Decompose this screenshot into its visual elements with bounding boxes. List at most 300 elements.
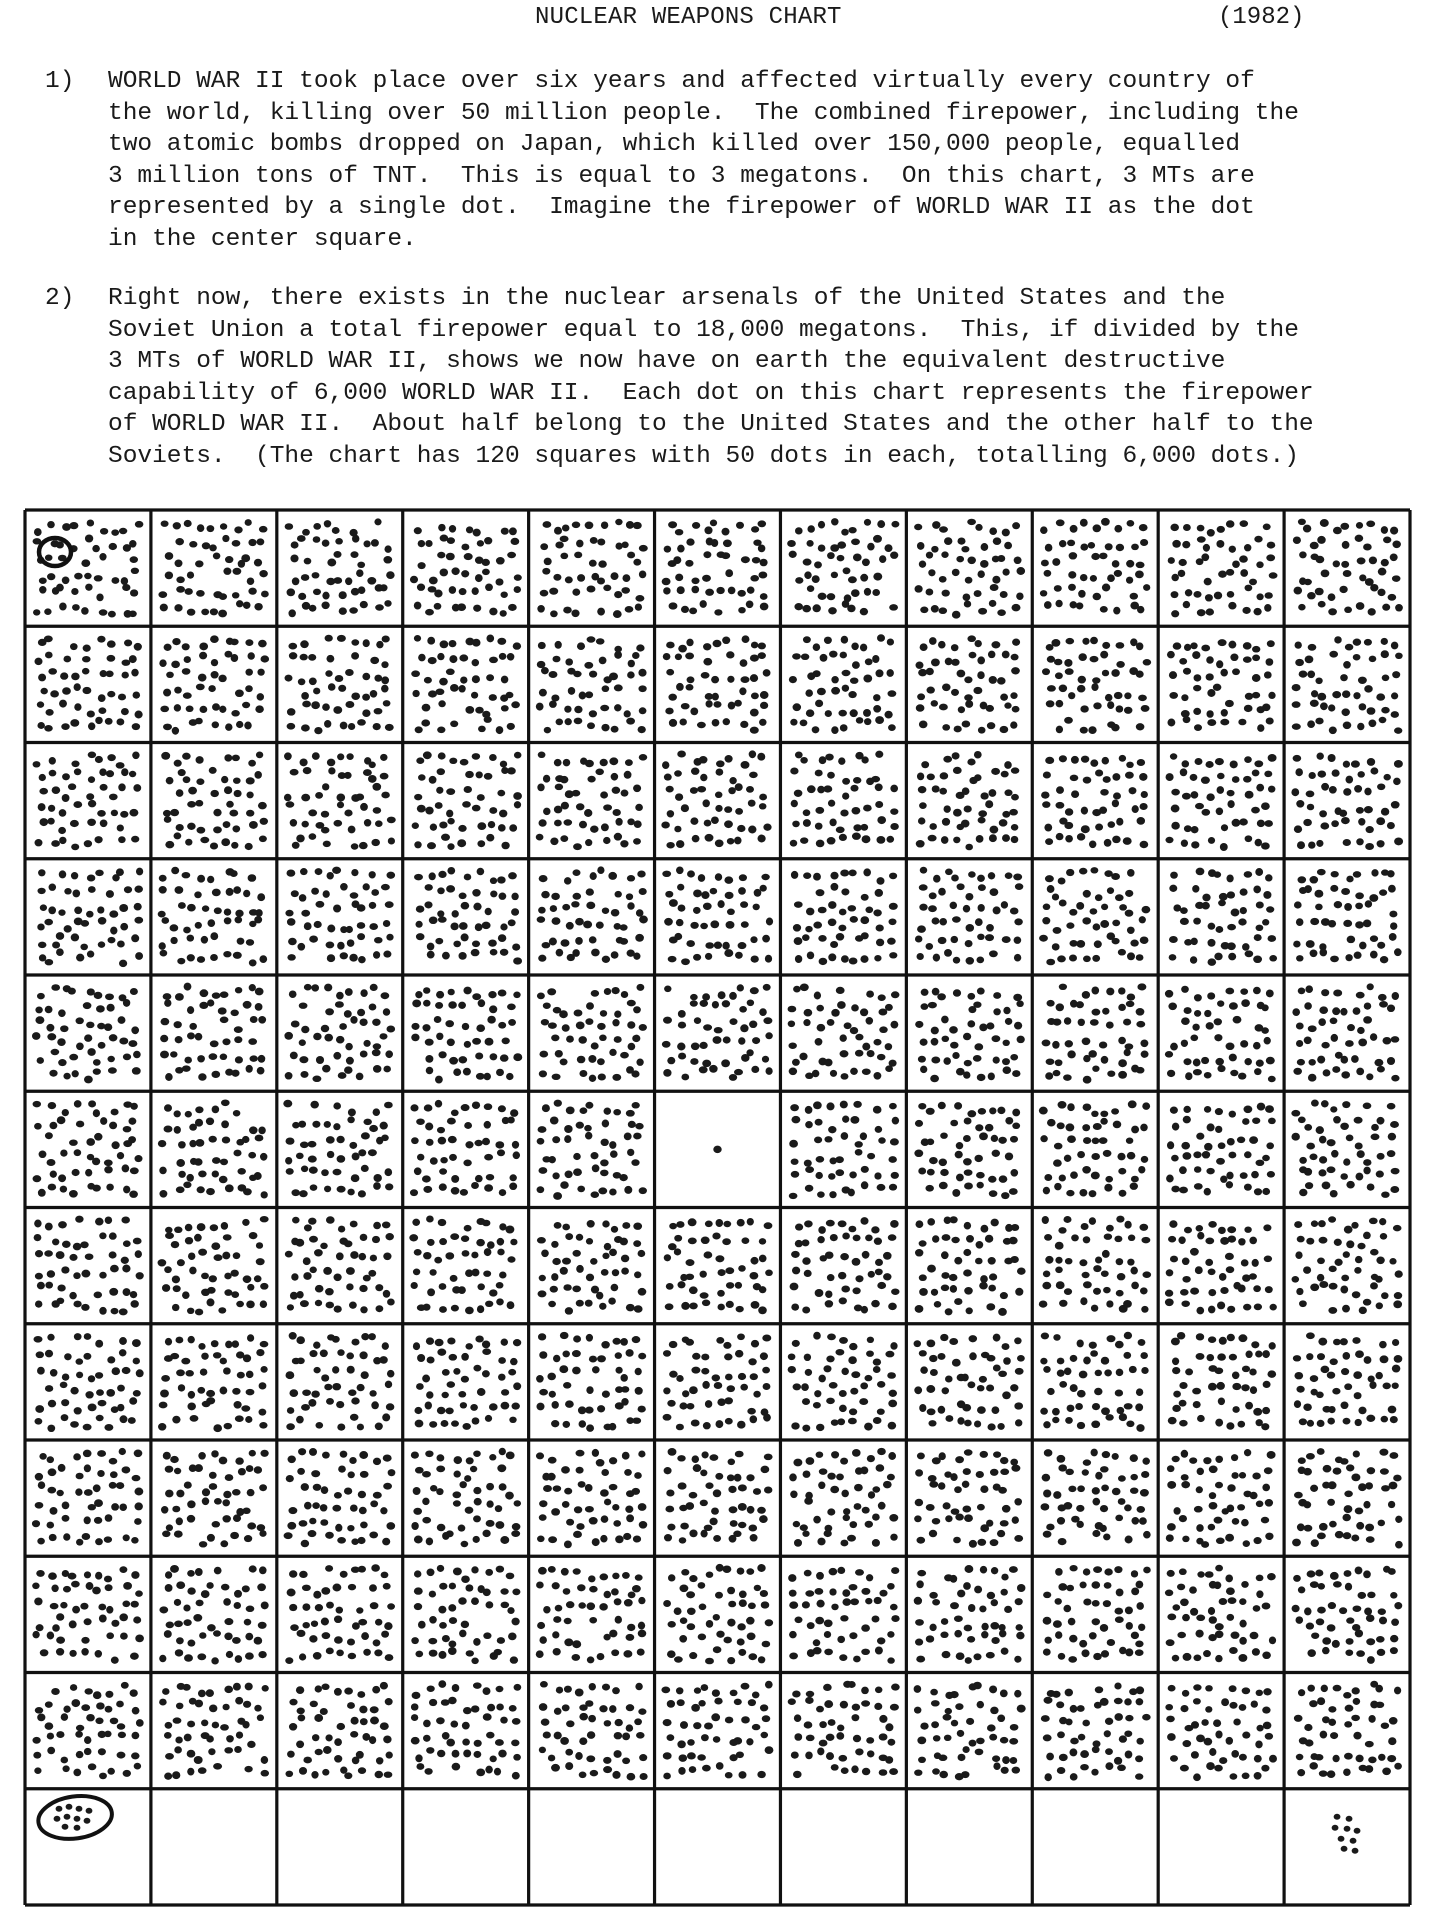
chart-dot xyxy=(508,604,517,611)
chart-dot xyxy=(1167,1465,1175,1472)
chart-dot xyxy=(120,1415,128,1423)
chart-dot xyxy=(976,1241,984,1249)
chart-dot xyxy=(461,1541,469,1547)
chart-dot xyxy=(574,706,582,714)
chart-dot xyxy=(1208,958,1217,966)
chart-dot xyxy=(1131,1517,1139,1525)
chart-dot xyxy=(1334,1239,1342,1246)
chart-dot xyxy=(382,1538,390,1546)
chart-dot xyxy=(458,952,466,960)
chart-dot xyxy=(451,567,459,575)
chart-dot xyxy=(966,1235,974,1243)
chart-dot xyxy=(105,1216,113,1223)
chart-dot xyxy=(84,840,92,847)
chart-dot xyxy=(562,1258,571,1265)
chart-dot xyxy=(376,641,383,649)
chart-dot xyxy=(1311,690,1318,697)
chart-dot xyxy=(701,672,710,679)
chart-dot xyxy=(346,1283,353,1290)
chart-dot xyxy=(495,1141,504,1148)
chart-dot xyxy=(591,990,599,997)
chart-dot xyxy=(1117,1273,1126,1280)
chart-dot xyxy=(746,600,754,608)
chart-dot xyxy=(1167,651,1175,658)
chart-dot xyxy=(931,605,939,613)
chart-dot xyxy=(176,824,184,831)
chart-dot xyxy=(601,1341,610,1349)
chart-dot xyxy=(188,1252,195,1259)
chart-dot xyxy=(1099,1137,1108,1144)
chart-dot xyxy=(919,1404,926,1412)
chart-dot xyxy=(600,705,609,711)
chart-dot xyxy=(471,1182,479,1189)
chart-dot xyxy=(699,1042,707,1049)
chart-dot xyxy=(238,1468,246,1475)
chart-dot xyxy=(161,1018,170,1025)
chart-dot xyxy=(602,1391,610,1398)
chart-dot xyxy=(385,1183,393,1190)
chart-dot xyxy=(666,1489,674,1496)
chart-dot xyxy=(200,1368,208,1375)
chart-dot xyxy=(685,1502,694,1510)
chart-dot xyxy=(473,903,481,911)
chart-dot xyxy=(189,541,197,548)
chart-dot xyxy=(322,1452,330,1459)
chart-dot xyxy=(375,1423,383,1431)
chart-dot xyxy=(863,675,872,683)
chart-dot xyxy=(1104,1184,1112,1192)
chart-dot xyxy=(989,1273,997,1280)
chart-dot xyxy=(929,823,937,830)
chart-dot xyxy=(627,1021,635,1028)
chart-dot xyxy=(472,587,479,595)
chart-dot xyxy=(750,575,759,581)
chart-dot xyxy=(1014,954,1021,962)
chart-dot xyxy=(449,586,456,594)
paragraph-line: Right now, there exists in the nuclear arsenals of the United States and the xyxy=(108,285,1226,312)
chart-dot xyxy=(1106,1225,1114,1232)
chart-dot xyxy=(1190,774,1198,781)
chart-dot xyxy=(1082,1469,1089,1475)
chart-dot xyxy=(1140,1287,1148,1294)
chart-dot xyxy=(977,1504,985,1511)
chart-dot xyxy=(539,1514,547,1521)
chart-dot xyxy=(1387,1005,1395,1013)
chart-dot xyxy=(1056,1003,1064,1011)
chart-dot xyxy=(850,677,858,683)
chart-dot xyxy=(170,1456,179,1463)
chart-dot xyxy=(1329,1521,1337,1528)
chart-dot xyxy=(1130,593,1138,600)
dot-square xyxy=(663,1333,772,1430)
chart-dot xyxy=(1183,1058,1191,1065)
chart-dot xyxy=(621,541,628,548)
chart-dot xyxy=(96,594,103,602)
chart-dot xyxy=(1104,839,1112,847)
chart-dot xyxy=(1083,1459,1091,1465)
chart-dot xyxy=(187,801,196,808)
chart-dot xyxy=(997,1423,1004,1430)
chart-dot xyxy=(920,607,928,614)
chart-dot xyxy=(795,955,802,963)
chart-dot xyxy=(733,1531,741,1537)
chart-dot xyxy=(875,751,883,758)
chart-dot xyxy=(386,1522,395,1530)
chart-dot xyxy=(1363,1159,1371,1166)
chart-dot xyxy=(1353,1451,1360,1458)
chart-dot xyxy=(1262,1484,1270,1492)
chart-dot xyxy=(872,655,879,663)
chart-dot xyxy=(600,1535,607,1543)
chart-dot xyxy=(1256,925,1264,931)
chart-dot xyxy=(372,783,381,791)
chart-dot xyxy=(208,685,216,692)
chart-dot xyxy=(766,1067,773,1075)
chart-dot xyxy=(1365,900,1372,907)
chart-dot xyxy=(717,900,724,908)
chart-dot xyxy=(300,1300,309,1307)
chart-dot xyxy=(1204,578,1212,586)
chart-dot xyxy=(234,1026,243,1033)
chart-dot xyxy=(164,816,172,823)
chart-dot xyxy=(178,902,186,909)
chart-dot xyxy=(32,1032,40,1040)
chart-dot xyxy=(426,1215,434,1222)
chart-dot xyxy=(207,876,214,883)
chart-dot xyxy=(1066,1123,1075,1131)
chart-dot xyxy=(1065,835,1073,843)
chart-dot xyxy=(571,901,579,907)
chart-dot xyxy=(586,1386,593,1394)
dot-square xyxy=(159,635,269,734)
chart-dot xyxy=(248,539,256,546)
dot-square xyxy=(37,868,143,968)
chart-dot xyxy=(689,1302,698,1309)
chart-dot xyxy=(705,1482,713,1489)
chart-dot xyxy=(828,953,836,961)
chart-dot xyxy=(1058,1538,1067,1545)
chart-dot xyxy=(1376,693,1385,700)
chart-dot xyxy=(817,1538,825,1546)
chart-dot xyxy=(350,1504,358,1511)
chart-dot xyxy=(136,1369,144,1377)
chart-dot xyxy=(1346,1135,1354,1142)
chart-dot xyxy=(1387,822,1395,829)
chart-dot xyxy=(737,1421,745,1429)
chart-dot xyxy=(938,641,946,649)
chart-dot xyxy=(1238,719,1246,726)
chart-dot xyxy=(338,685,346,692)
chart-dot xyxy=(484,1154,493,1161)
chart-dot xyxy=(1376,817,1385,825)
chart-dot xyxy=(541,1019,549,1025)
chart-dot xyxy=(855,1034,863,1041)
chart-dot xyxy=(953,957,960,964)
chart-dot xyxy=(1107,1070,1115,1076)
chart-dot xyxy=(373,951,380,959)
chart-dot xyxy=(633,559,641,566)
chart-dot xyxy=(867,1455,875,1462)
chart-dot xyxy=(351,652,359,659)
chart-dot xyxy=(1107,701,1114,709)
chart-dot xyxy=(1171,610,1179,617)
dot-square xyxy=(536,1332,646,1432)
chart-dot xyxy=(985,1235,993,1243)
chart-dot xyxy=(163,724,172,731)
chart-dot xyxy=(417,1154,424,1161)
chart-dot xyxy=(705,942,714,949)
chart-dot xyxy=(917,953,924,960)
chart-dot xyxy=(438,1051,446,1058)
chart-dot xyxy=(349,1302,357,1309)
chart-dot xyxy=(123,1240,131,1247)
chart-dot xyxy=(121,1216,130,1223)
chart-dot xyxy=(590,1258,597,1265)
chart-dot xyxy=(473,1536,480,1543)
chart-dot xyxy=(555,542,563,549)
chart-dot xyxy=(292,1358,300,1365)
chart-dot xyxy=(828,918,837,926)
chart-dot xyxy=(498,1022,506,1029)
chart-dot xyxy=(182,872,191,878)
chart-dot xyxy=(260,818,268,825)
chart-dot xyxy=(1254,1537,1262,1544)
chart-dot xyxy=(1205,594,1213,601)
chart-dot xyxy=(359,1507,367,1515)
paragraph-number: 2) xyxy=(45,285,75,312)
chart-dot xyxy=(682,1336,690,1343)
chart-dot xyxy=(1395,653,1403,659)
chart-dot xyxy=(246,1301,255,1309)
chart-dot xyxy=(1117,1153,1125,1161)
chart-dot xyxy=(804,1160,812,1167)
chart-dot xyxy=(246,810,254,817)
chart-dot xyxy=(1102,1451,1110,1458)
chart-dot xyxy=(50,1507,58,1515)
chart-dot xyxy=(105,1514,113,1522)
chart-dot xyxy=(1394,760,1403,768)
chart-dot xyxy=(636,1059,643,1066)
chart-dot xyxy=(1266,1142,1274,1149)
chart-dot xyxy=(1204,1143,1212,1151)
chart-dot xyxy=(1343,721,1352,729)
chart-dot xyxy=(667,1057,675,1064)
chart-dot xyxy=(571,609,579,617)
chart-dot xyxy=(1105,543,1113,550)
chart-dot xyxy=(865,907,873,914)
chart-dot xyxy=(187,1500,195,1508)
chart-dot xyxy=(989,834,997,842)
chart-dot xyxy=(1093,1288,1101,1295)
chart-dot xyxy=(415,1467,424,1474)
chart-dot xyxy=(758,642,766,649)
chart-dot xyxy=(861,756,868,763)
chart-dot xyxy=(841,1073,849,1080)
chart-dot xyxy=(199,642,208,650)
chart-dot xyxy=(851,643,858,651)
chart-dot xyxy=(1135,571,1144,579)
chart-dot xyxy=(190,1158,197,1165)
chart-dot xyxy=(336,1036,345,1044)
chart-dot xyxy=(1253,1042,1261,1050)
chart-dot xyxy=(543,1002,551,1009)
chart-dot xyxy=(1183,601,1190,608)
chart-dot xyxy=(579,1420,587,1427)
chart-dot xyxy=(1226,1172,1233,1180)
chart-dot xyxy=(1057,955,1066,962)
chart-dot xyxy=(198,674,207,682)
chart-dot xyxy=(475,923,483,931)
chart-dot xyxy=(919,884,928,891)
chart-dot xyxy=(738,942,747,949)
chart-dot xyxy=(536,1375,544,1383)
chart-dot xyxy=(543,808,550,815)
chart-dot xyxy=(88,1404,97,1412)
chart-dot xyxy=(415,726,423,733)
chart-dot xyxy=(58,1221,67,1228)
chart-dot xyxy=(214,1498,222,1505)
chart-dot xyxy=(1001,771,1009,778)
chart-dot xyxy=(1267,1370,1276,1377)
chart-dot xyxy=(961,820,970,828)
chart-dot xyxy=(286,1475,294,1482)
chart-dot xyxy=(435,1100,442,1108)
chart-dot xyxy=(847,1535,856,1542)
chart-dot xyxy=(1069,909,1077,916)
chart-dot xyxy=(750,654,759,661)
chart-dot xyxy=(360,1306,367,1313)
chart-dot xyxy=(915,1305,924,1313)
chart-dot xyxy=(836,987,845,994)
chart-dot xyxy=(938,1482,945,1489)
chart-dot xyxy=(701,1354,709,1361)
chart-dot xyxy=(830,872,838,880)
chart-dot xyxy=(1299,1300,1307,1307)
chart-dot xyxy=(326,1216,335,1223)
chart-dot xyxy=(1244,1449,1251,1456)
chart-dot xyxy=(1047,1000,1055,1007)
chart-dot xyxy=(1269,1342,1276,1349)
chart-dot xyxy=(871,1226,879,1233)
chart-dot xyxy=(766,918,773,926)
chart-dot xyxy=(161,1375,170,1382)
chart-dot xyxy=(1209,1465,1218,1473)
chart-dot xyxy=(633,1240,641,1247)
chart-dot xyxy=(1317,753,1324,760)
chart-dot xyxy=(1082,638,1089,645)
chart-dot xyxy=(888,1234,897,1241)
chart-dot xyxy=(56,948,64,956)
chart-dot xyxy=(1365,1524,1374,1532)
chart-dot xyxy=(716,760,725,767)
chart-dot xyxy=(258,640,267,648)
chart-dot xyxy=(1357,1243,1365,1250)
chart-dot xyxy=(792,1340,800,1347)
chart-dot xyxy=(475,1175,483,1182)
chart-dot xyxy=(422,1517,431,1524)
chart-dot xyxy=(803,872,811,879)
chart-dot xyxy=(918,1056,926,1063)
chart-dot xyxy=(470,1466,477,1473)
chart-dot xyxy=(1101,1357,1109,1365)
chart-dot xyxy=(472,805,481,812)
chart-dot xyxy=(562,524,570,531)
chart-dot xyxy=(487,1016,496,1024)
chart-dot xyxy=(411,1451,419,1458)
chart-dot xyxy=(850,1521,858,1528)
chart-dot xyxy=(591,1042,599,1049)
chart-dot xyxy=(758,652,766,659)
chart-dot xyxy=(1244,705,1253,712)
chart-dot xyxy=(476,1073,485,1080)
chart-dot xyxy=(943,1502,951,1509)
chart-dot xyxy=(37,888,45,894)
chart-dot xyxy=(596,1292,603,1300)
chart-dot xyxy=(677,1281,685,1288)
chart-dot xyxy=(589,1356,597,1363)
chart-dot xyxy=(1295,1251,1302,1259)
chart-dot xyxy=(1079,868,1087,875)
chart-dot xyxy=(988,789,996,797)
chart-dot xyxy=(1105,1414,1113,1420)
chart-dot xyxy=(668,694,676,701)
chart-dot xyxy=(165,1338,172,1346)
chart-dot xyxy=(818,907,827,914)
chart-dot xyxy=(877,1282,886,1289)
chart-dot xyxy=(95,1372,103,1379)
chart-dot xyxy=(1328,704,1335,711)
chart-dot xyxy=(538,642,546,649)
chart-dot xyxy=(1226,520,1235,527)
chart-dot xyxy=(759,1255,767,1263)
chart-dot xyxy=(602,1220,609,1227)
chart-dot xyxy=(1057,1358,1065,1365)
chart-dot xyxy=(736,522,744,529)
chart-dot xyxy=(413,1487,421,1495)
chart-dot xyxy=(51,1049,60,1055)
chart-dot xyxy=(566,922,574,930)
chart-dot xyxy=(1394,948,1402,956)
chart-dot xyxy=(566,1519,574,1526)
chart-dot xyxy=(1330,1190,1338,1197)
chart-dot xyxy=(1389,933,1397,941)
dot-square xyxy=(32,1448,143,1546)
chart-dot xyxy=(953,837,960,844)
chart-dot xyxy=(309,605,317,612)
chart-dot xyxy=(451,1175,459,1183)
chart-dot xyxy=(1140,936,1149,944)
chart-dot xyxy=(1215,1058,1224,1066)
chart-dot xyxy=(1181,839,1188,846)
chart-dot xyxy=(162,1284,170,1292)
chart-dot xyxy=(363,540,370,547)
chart-dot xyxy=(300,654,308,661)
chart-dot xyxy=(840,1101,848,1109)
chart-dot xyxy=(1108,821,1116,828)
chart-dot xyxy=(1136,1008,1145,1016)
chart-dot xyxy=(498,934,506,942)
chart-dot xyxy=(812,726,820,733)
chart-dot xyxy=(704,1251,713,1258)
chart-dot xyxy=(1292,1276,1300,1283)
chart-dot xyxy=(562,1350,570,1357)
chart-dot xyxy=(1070,1171,1078,1179)
chart-dot xyxy=(301,574,310,581)
chart-dot xyxy=(182,643,190,650)
chart-dot xyxy=(109,1122,117,1130)
chart-dot xyxy=(236,1139,244,1146)
chart-dot xyxy=(1345,954,1352,961)
